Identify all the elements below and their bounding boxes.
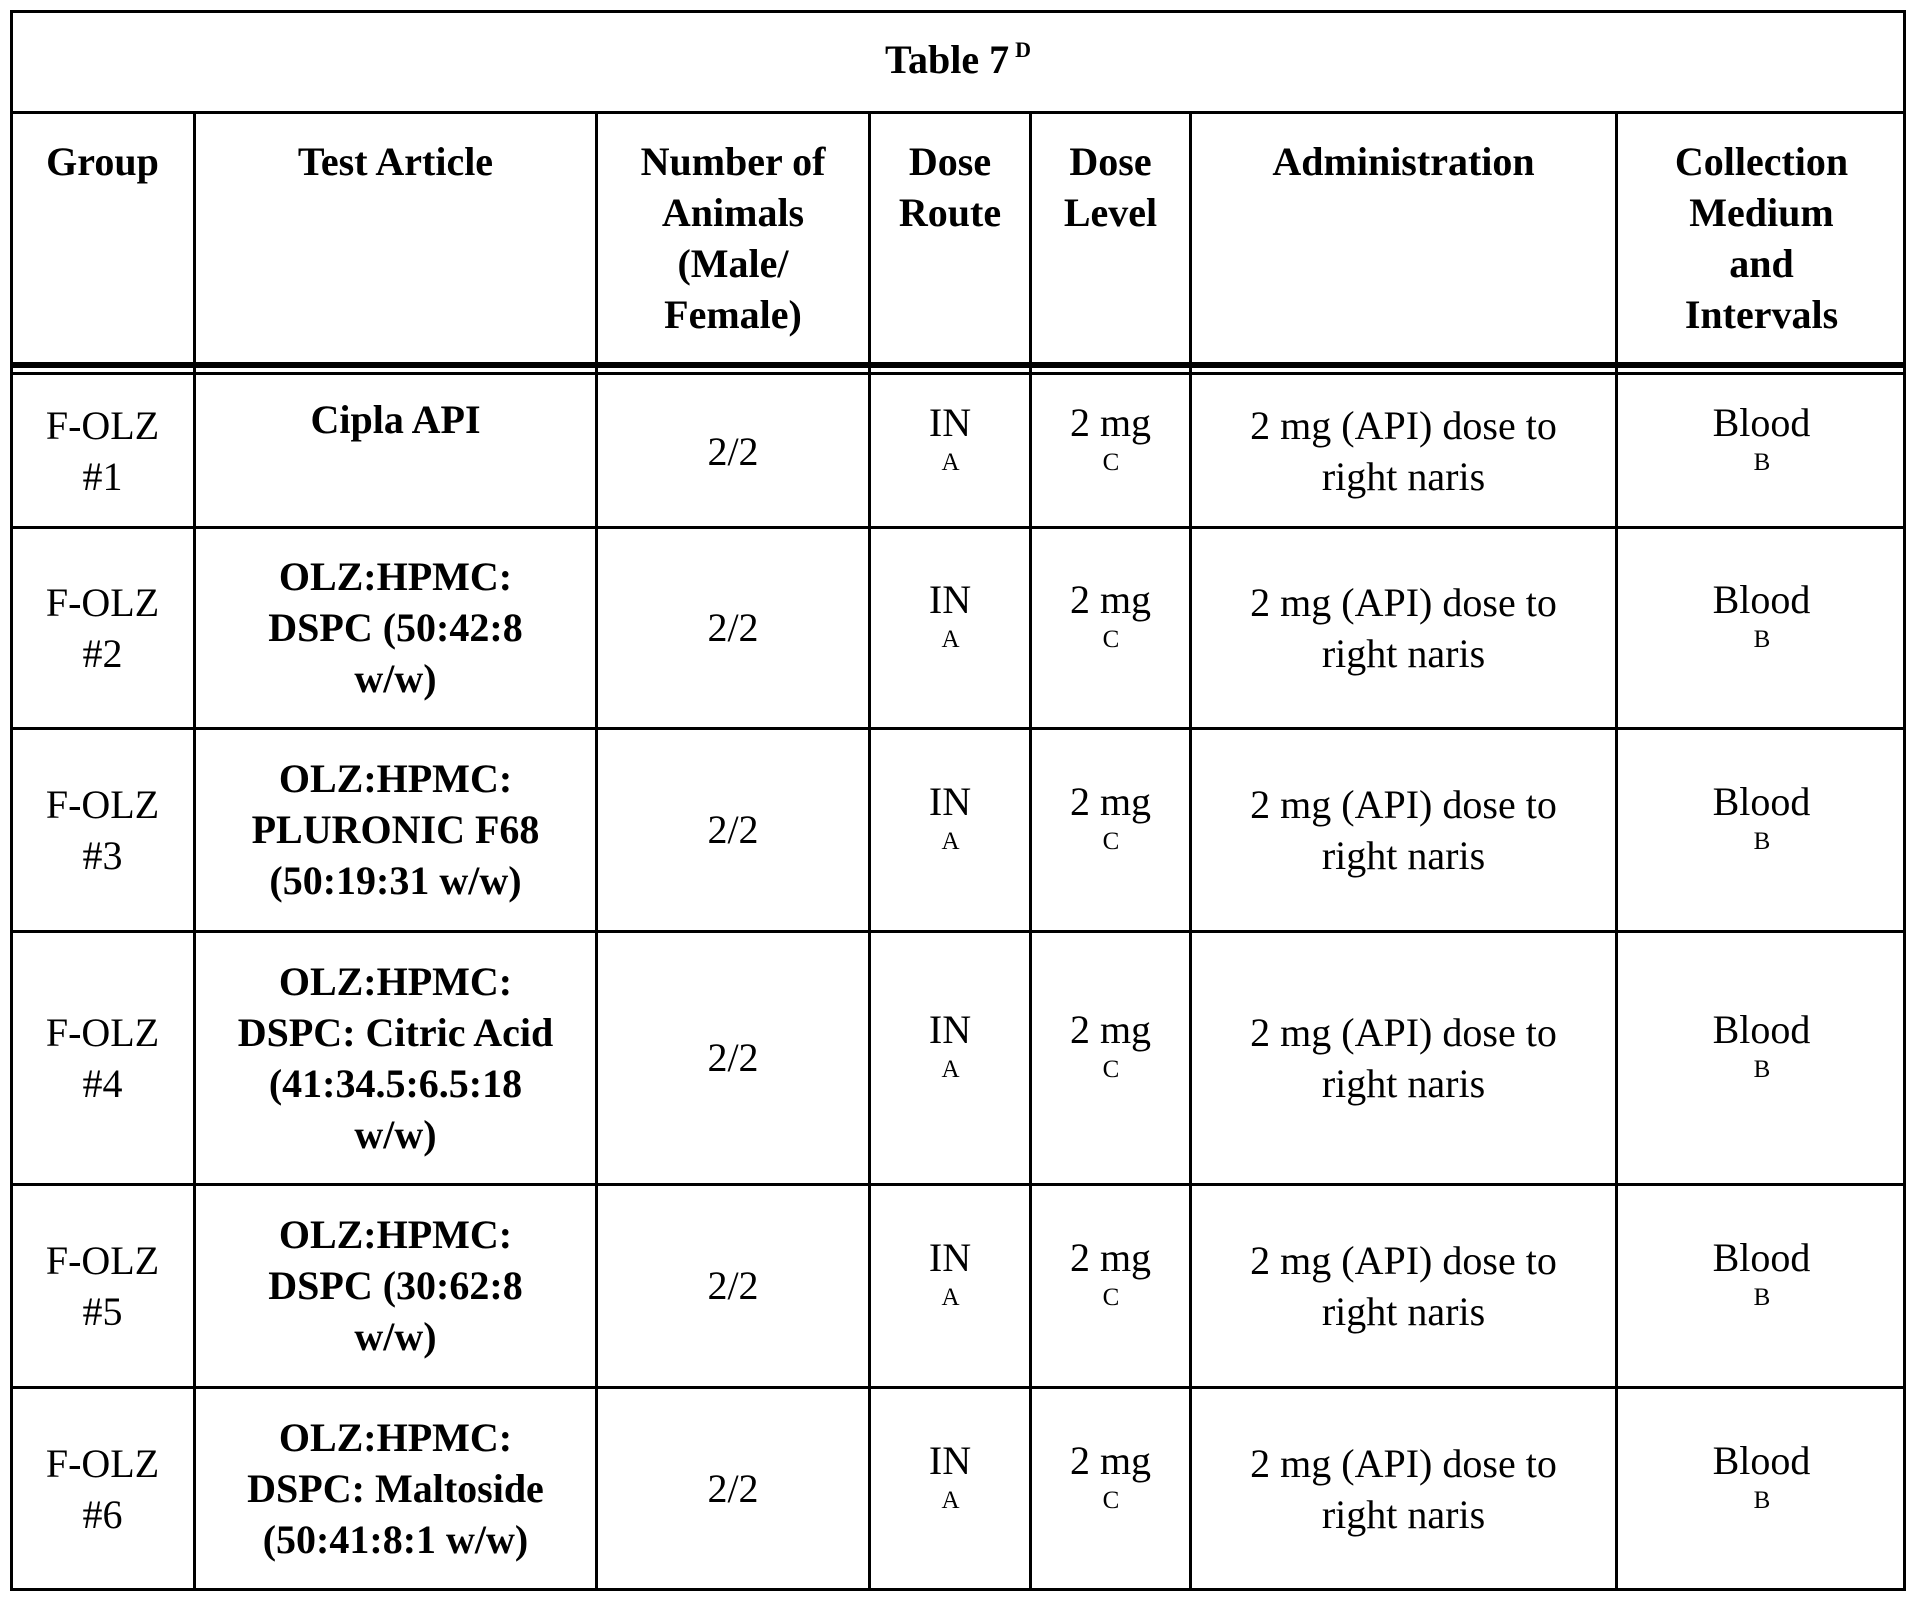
cell-dose-level: [1032, 932, 1189, 1183]
column-header-dose-route: [871, 114, 1029, 362]
dose-level-text: 2 mg: [1069, 1437, 1152, 1483]
header-line: Group: [46, 139, 159, 184]
column-header-collection: [1618, 114, 1905, 362]
cell-test-article: [196, 729, 595, 930]
collection-text: Blood: [1712, 1006, 1811, 1052]
dose-route-text: IN: [928, 1234, 972, 1280]
footnote-marker: A: [941, 1283, 960, 1311]
group-line: F-OLZ: [45, 1237, 160, 1283]
administration-line: right naris: [1321, 1060, 1486, 1106]
administration-text: [1250, 1235, 1557, 1337]
test-article-line: w/w): [354, 1314, 437, 1359]
group-line: F-OLZ: [45, 1009, 160, 1055]
footnote-marker: C: [1102, 1486, 1120, 1514]
group-line: #4: [82, 1060, 123, 1106]
cell-collection: [1618, 932, 1905, 1183]
test-article-line: (41:34.5:6.5:18: [268, 1060, 523, 1106]
footnote-marker: A: [941, 1486, 960, 1514]
cell-group: [12, 1185, 193, 1386]
dose-level-text: 2 mg: [1069, 778, 1152, 824]
table-title-footnote: D: [1015, 37, 1031, 62]
cell-dose-route: [871, 1185, 1029, 1386]
cell-number-of-animals: [598, 1388, 868, 1589]
test-article-line: Cipla API: [310, 397, 481, 442]
group-line: #3: [82, 832, 123, 878]
administration-text: [1250, 779, 1557, 881]
cell-number-of-animals: [598, 932, 868, 1183]
administration-line: 2 mg (API) dose to: [1250, 1440, 1557, 1486]
header-line: Level: [1063, 190, 1158, 235]
group-label: [46, 1438, 159, 1540]
dose-level-value: [1070, 776, 1151, 884]
cell-administration: [1192, 1185, 1615, 1386]
cell-dose-route: [871, 528, 1029, 727]
footnote-marker: B: [1753, 1055, 1771, 1083]
test-article-line: PLURONIC F68: [251, 807, 540, 852]
cell-administration: [1192, 932, 1615, 1183]
column-header-group: [12, 114, 193, 362]
cell-collection: [1618, 1185, 1905, 1386]
collection-text: Blood: [1712, 778, 1811, 824]
header-line: Collection: [1674, 139, 1849, 184]
cell-dose-route: [871, 1388, 1029, 1589]
group-line: F-OLZ: [45, 1440, 160, 1486]
cell-group: [12, 729, 193, 930]
header-divider-thin: [10, 372, 1906, 375]
test-article-line: w/w): [354, 1111, 437, 1157]
number-of-animals-value: [707, 804, 758, 855]
cell-dose-route: [871, 376, 1029, 526]
footnote-marker: C: [1102, 1055, 1120, 1083]
cell-group: [12, 528, 193, 727]
footnote-marker: C: [1102, 449, 1120, 476]
collection-text: Blood: [1712, 576, 1811, 622]
cell-dose-route: [871, 932, 1029, 1183]
animals-count: 2/2: [707, 807, 759, 852]
cell-number-of-animals: [598, 1185, 868, 1386]
test-article-label: [252, 753, 540, 906]
cell-administration: [1192, 1388, 1615, 1589]
group-label: [46, 1007, 159, 1109]
dose-level-text: 2 mg: [1069, 400, 1152, 445]
group-line: #1: [82, 454, 123, 499]
dose-route-text: IN: [928, 400, 972, 445]
header-line: Medium: [1689, 190, 1834, 235]
animals-count: 2/2: [707, 1263, 759, 1308]
test-article-label: [238, 956, 554, 1160]
cell-dose-level: [1032, 1388, 1189, 1589]
dose-level-value: [1070, 397, 1151, 505]
collection-text: Blood: [1712, 1437, 1811, 1483]
animals-count: 2/2: [707, 1466, 759, 1511]
footnote-marker: A: [941, 625, 960, 653]
administration-line: right naris: [1321, 832, 1486, 878]
dose-route-value: [929, 1435, 971, 1543]
test-article-label: [268, 1209, 522, 1362]
group-label: [46, 779, 159, 881]
column-header-label: [899, 136, 1001, 238]
test-article-label: [268, 551, 522, 704]
footnote-marker: A: [941, 449, 960, 476]
cell-dose-level: [1032, 528, 1189, 727]
group-label: [46, 400, 159, 502]
administration-line: 2 mg (API) dose to: [1250, 781, 1557, 827]
cell-administration: [1192, 528, 1615, 727]
header-line: Administration: [1272, 139, 1535, 184]
cell-administration: [1192, 376, 1615, 526]
dose-level-text: 2 mg: [1069, 1234, 1152, 1280]
dose-route-value: [929, 397, 971, 505]
header-line: Number of: [640, 139, 826, 184]
dose-route-text: IN: [928, 576, 972, 622]
animals-count: 2/2: [707, 428, 759, 474]
group-line: F-OLZ: [45, 579, 160, 625]
administration-line: right naris: [1321, 1288, 1486, 1334]
administration-text: [1250, 400, 1557, 502]
cell-test-article: [196, 528, 595, 727]
cell-group: [12, 932, 193, 1183]
column-header-test-article: [196, 114, 595, 362]
administration-text: [1250, 1007, 1557, 1109]
header-line: Female): [664, 292, 802, 337]
test-article-label: [247, 1412, 544, 1565]
cell-test-article: [196, 376, 595, 526]
cell-dose-level: [1032, 1185, 1189, 1386]
collection-value: [1713, 397, 1811, 505]
header-line: Dose: [1069, 139, 1152, 184]
administration-text: [1250, 577, 1557, 679]
administration-text: [1250, 1438, 1557, 1540]
dose-route-value: [929, 574, 971, 682]
dose-level-text: 2 mg: [1069, 576, 1152, 622]
column-header-dose-level: [1032, 114, 1189, 362]
test-article-line: (50:19:31 w/w): [269, 858, 522, 903]
collection-value: [1713, 1232, 1811, 1340]
header-line: Route: [898, 190, 1002, 235]
dose-level-value: [1070, 1435, 1151, 1543]
cell-group: [12, 1388, 193, 1589]
test-article-line: (50:41:8:1 w/w): [262, 1517, 529, 1562]
animals-count: 2/2: [707, 605, 759, 650]
footnote-marker: B: [1753, 449, 1771, 476]
collection-value: [1713, 1004, 1811, 1112]
cell-test-article: [196, 932, 595, 1183]
group-line: #2: [82, 630, 123, 676]
column-header-label: [1675, 136, 1848, 340]
cell-number-of-animals: [598, 528, 868, 727]
header-line: (Male/: [677, 241, 789, 286]
dose-level-value: [1070, 574, 1151, 682]
dose-route-text: IN: [928, 1006, 972, 1052]
test-article-line: OLZ:HPMC:: [278, 1415, 513, 1460]
number-of-animals-value: [707, 426, 758, 477]
table-title-text: Table 7: [884, 37, 1010, 82]
cell-administration: [1192, 729, 1615, 930]
cell-collection: [1618, 729, 1905, 930]
header-line: Intervals: [1684, 292, 1839, 337]
test-article-line: DSPC: Maltoside: [247, 1466, 544, 1511]
dose-route-text: IN: [928, 1437, 972, 1483]
number-of-animals-value: [707, 602, 758, 653]
administration-line: right naris: [1321, 1491, 1486, 1537]
dose-route-value: [929, 776, 971, 884]
test-article-line: DSPC (50:42:8: [268, 605, 523, 650]
administration-line: right naris: [1321, 630, 1486, 676]
cell-dose-level: [1032, 376, 1189, 526]
group-line: #5: [82, 1288, 123, 1334]
footnote-marker: B: [1753, 1486, 1771, 1514]
cell-test-article: [196, 1185, 595, 1386]
cell-dose-level: [1032, 729, 1189, 930]
administration-line: 2 mg (API) dose to: [1250, 579, 1557, 625]
administration-line: right naris: [1321, 454, 1486, 499]
test-article-line: OLZ:HPMC:: [278, 554, 513, 599]
cell-collection: [1618, 376, 1905, 526]
group-line: #6: [82, 1491, 123, 1537]
test-article-line: OLZ:HPMC:: [278, 958, 513, 1004]
header-line: Dose: [908, 139, 992, 184]
group-label: [46, 1235, 159, 1337]
administration-line: 2 mg (API) dose to: [1250, 403, 1557, 448]
header-line: and: [1729, 241, 1794, 286]
column-header-label: [641, 136, 826, 340]
administration-line: 2 mg (API) dose to: [1250, 1009, 1557, 1055]
column-header-label: [298, 136, 493, 187]
cell-group: [12, 376, 193, 526]
cell-number-of-animals: [598, 376, 868, 526]
collection-value: [1713, 1435, 1811, 1543]
collection-value: [1713, 776, 1811, 884]
test-article-line: OLZ:HPMC:: [278, 1212, 513, 1257]
test-article-line: w/w): [354, 656, 437, 701]
test-article-line: DSPC (30:62:8: [268, 1263, 523, 1308]
header-divider-thick: [10, 362, 1906, 368]
dose-route-value: [929, 1232, 971, 1340]
cell-number-of-animals: [598, 729, 868, 930]
animals-count: 2/2: [707, 1035, 759, 1080]
administration-line: 2 mg (API) dose to: [1250, 1237, 1557, 1283]
number-of-animals-value: [707, 1032, 758, 1083]
footnote-marker: C: [1102, 827, 1120, 855]
footnote-marker: B: [1753, 827, 1771, 855]
footnote-marker: A: [941, 1055, 960, 1083]
column-header-administration: [1192, 114, 1615, 362]
footnote-marker: C: [1102, 1283, 1120, 1311]
header-line: Test Article: [297, 139, 494, 184]
column-header-label: [46, 136, 159, 187]
number-of-animals-value: [707, 1260, 758, 1311]
column-header-label: [1064, 136, 1157, 238]
dose-level-value: [1070, 1004, 1151, 1112]
footnote-marker: A: [941, 827, 960, 855]
footnote-marker: B: [1753, 1283, 1771, 1311]
number-of-animals-value: [707, 1463, 758, 1514]
footnote-marker: C: [1102, 625, 1120, 653]
group-line: F-OLZ: [45, 781, 160, 827]
group-line: F-OLZ: [45, 403, 160, 448]
dose-level-text: 2 mg: [1069, 1006, 1152, 1052]
column-header-label: [1272, 136, 1534, 187]
group-label: [46, 577, 159, 679]
header-line: Animals: [661, 190, 805, 235]
footnote-marker: B: [1753, 625, 1771, 653]
cell-dose-route: [871, 729, 1029, 930]
collection-value: [1713, 574, 1811, 682]
test-article-line: OLZ:HPMC:: [278, 756, 513, 801]
test-article-label: [310, 394, 480, 445]
collection-text: Blood: [1712, 400, 1811, 445]
table-title: [13, 13, 1903, 112]
column-header-num-animals: [598, 114, 868, 362]
dose-level-value: [1070, 1232, 1151, 1340]
cell-collection: [1618, 1388, 1905, 1589]
collection-text: Blood: [1712, 1234, 1811, 1280]
dose-route-text: IN: [928, 778, 972, 824]
cell-collection: [1618, 528, 1905, 727]
cell-test-article: [196, 1388, 595, 1589]
test-article-line: DSPC: Citric Acid: [237, 1009, 554, 1055]
dose-route-value: [929, 1004, 971, 1112]
